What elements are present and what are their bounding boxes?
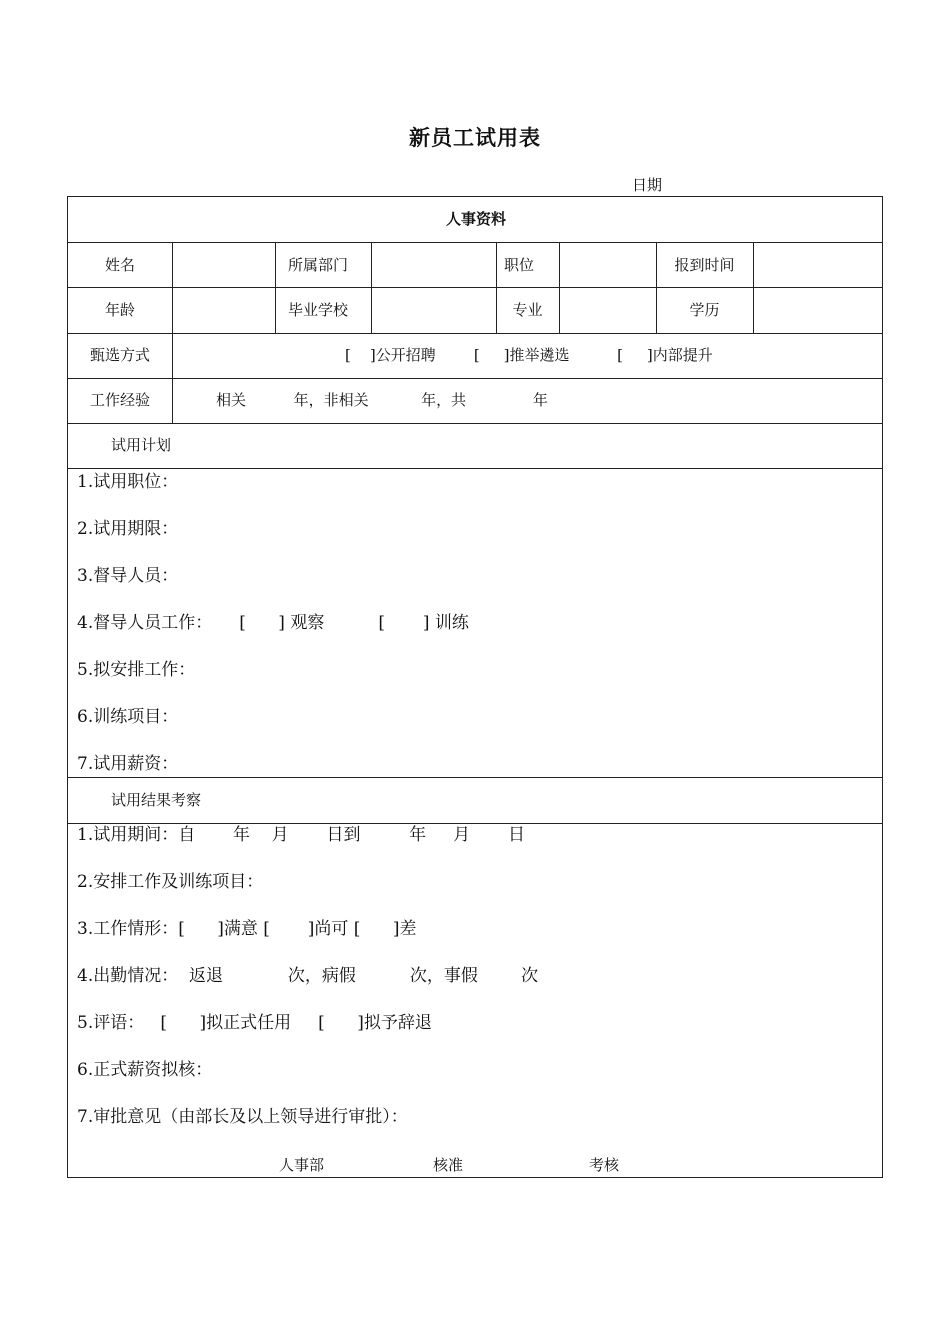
position-label: 职位	[504, 256, 535, 274]
result-item: 1.试用期间：自 年 月 日到 年 月 日	[77, 825, 525, 845]
experience-text: 相关 年，非相关 年，共 年	[216, 391, 548, 409]
section-plan-header: 试用计划	[111, 436, 172, 454]
row-divider	[68, 823, 882, 824]
result-item: 5.评语： [ ]拟正式任用 [ ]拟予辞退	[77, 1013, 432, 1033]
plan-item: 2.试用期限：	[77, 519, 179, 539]
col-divider	[496, 242, 497, 333]
result-item: 7.审批意见（由部长及以上领导进行审批）：	[77, 1107, 408, 1127]
row-divider	[68, 777, 882, 778]
col-divider	[656, 242, 657, 333]
plan-item: 7.试用薪资：	[77, 754, 179, 774]
report-time-label: 报到时间	[674, 256, 735, 274]
plan-item: 3.督导人员：	[77, 566, 179, 586]
row-divider	[68, 468, 882, 469]
row-divider	[68, 287, 882, 288]
school-label: 毕业学校	[288, 301, 349, 319]
trial-form-table	[67, 196, 883, 1178]
selection-options: [ ]公开招聘 [ ]推举遴选 [ ]内部提升	[345, 346, 713, 364]
selection-method-label: 甄选方式	[89, 346, 150, 364]
col-divider	[172, 242, 173, 423]
section-personnel-header: 人事资料	[445, 210, 506, 228]
section-result-header: 试用结果考察	[111, 791, 202, 809]
education-label: 学历	[689, 301, 720, 319]
form-title: 新员工试用表	[409, 125, 541, 150]
plan-item: 1.试用职位：	[77, 472, 179, 492]
col-divider	[371, 242, 372, 333]
result-item: 3.工作情形：[ ]满意 [ ]尚可 [ ]差	[77, 919, 417, 939]
row-divider	[68, 378, 882, 379]
plan-item: 4.督导人员工作： [ ] 观察 [ ] 训练	[77, 613, 469, 633]
age-label: 年龄	[104, 301, 135, 319]
date-label: 日期	[632, 176, 663, 194]
col-divider	[275, 242, 276, 333]
col-divider	[559, 242, 560, 333]
work-experience-label: 工作经验	[89, 391, 150, 409]
major-label: 专业	[512, 301, 543, 319]
signature-review: 考核	[589, 1156, 620, 1174]
result-item: 4.出勤情况： 返退 次，病假 次，事假 次	[77, 966, 539, 986]
plan-item: 6.训练项目：	[77, 707, 179, 727]
result-item: 2.安排工作及训练项目：	[77, 872, 264, 892]
department-label: 所属部门	[288, 256, 349, 274]
name-label: 姓名	[104, 256, 135, 274]
row-divider	[68, 333, 882, 334]
result-item: 6.正式薪资拟核：	[77, 1060, 213, 1080]
col-divider	[753, 242, 754, 333]
row-divider	[68, 423, 882, 424]
signature-hr: 人事部	[279, 1156, 325, 1174]
row-divider	[68, 242, 882, 243]
signature-approve: 核准	[433, 1156, 464, 1174]
plan-item: 5.拟安排工作：	[77, 660, 196, 680]
